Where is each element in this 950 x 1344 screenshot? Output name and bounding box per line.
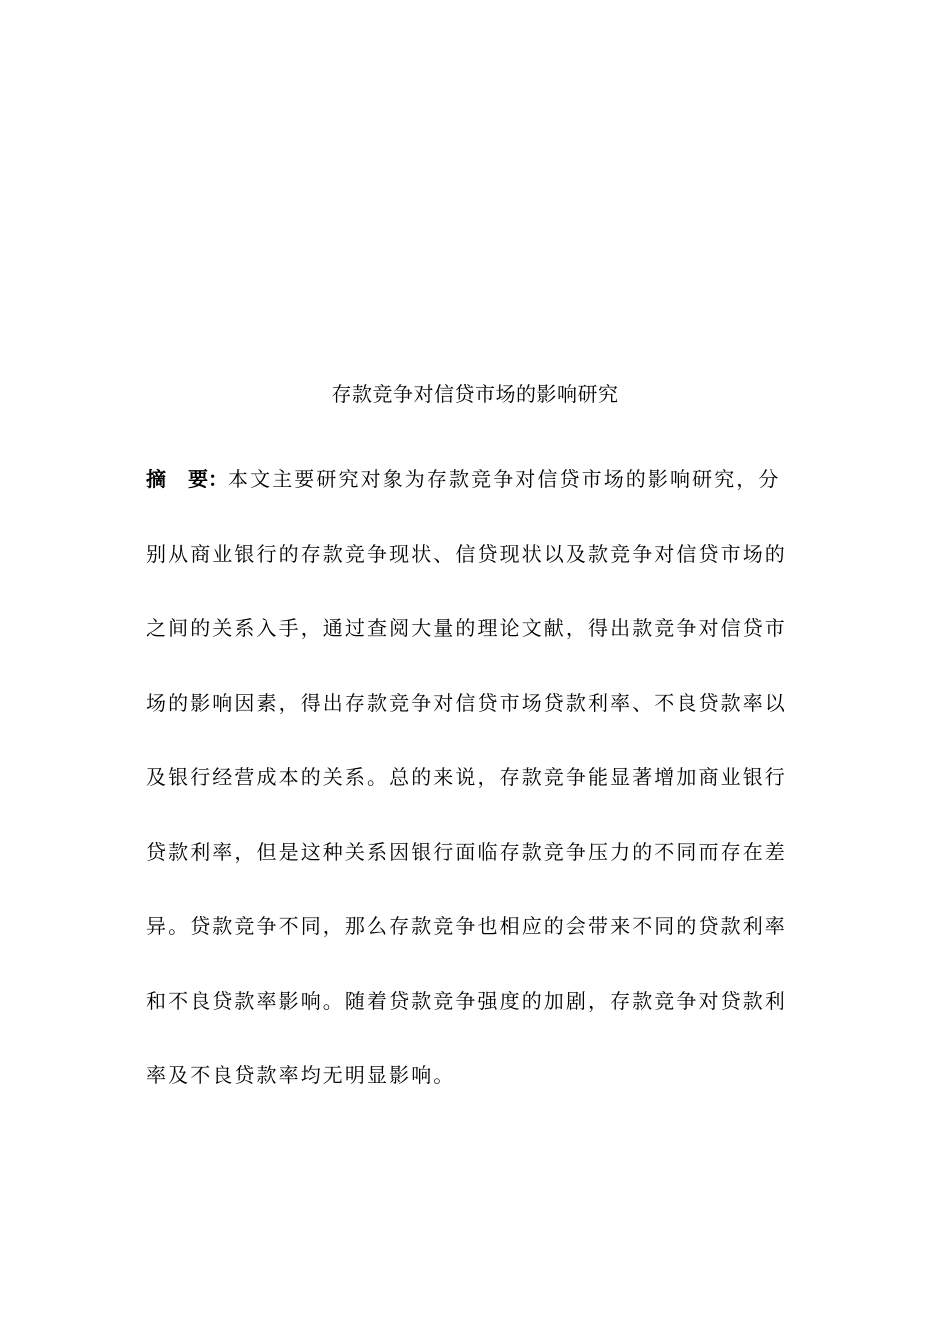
abstract-label [146,467,228,491]
abstract-text-line-9: 率及不良贷款率均无明显影响。 [146,1063,456,1087]
document-title: 存款竞争对信贷市场的影响研究 [331,382,619,406]
abstract-label-part2: 要： [188,467,228,491]
abstract-section [146,464,796,1135]
abstract-text-line-7: 异。贷款竞争不同，那么存款竞争也相应的会带来不同的贷款利率 [146,914,787,938]
abstract-text-line-5: 及银行经营成本的关系。总的来说，存款竞争能显著增加商业银行 [146,765,787,789]
abstract-text-line-6: 贷款利率，但是这种关系因银行面临存款竞争压力的不同而存在差 [146,839,787,864]
abstract-label-part1: 摘 [146,467,166,491]
abstract-text-line-4: 场的影响因素，得出存款竞争对信贷市场贷款利率、不良贷款率以 [146,690,787,715]
abstract-text-line-3: 之间的关系入手，通过查阅大量的理论文献，得出款竞争对信贷市 [146,616,787,640]
abstract-text-line-2: 别从商业银行的存款竞争现状、信贷现状以及款竞争对信贷市场的 [146,541,787,566]
abstract-text-line-8: 和不良贷款率影响。随着贷款竞争强度的加剧，存款竞争对贷款利 [146,988,787,1013]
abstract-line [146,464,796,494]
abstract-text-line-1: 本文主要研究对象为存款竞争对信贷市场的影响研究，分 [228,467,781,491]
